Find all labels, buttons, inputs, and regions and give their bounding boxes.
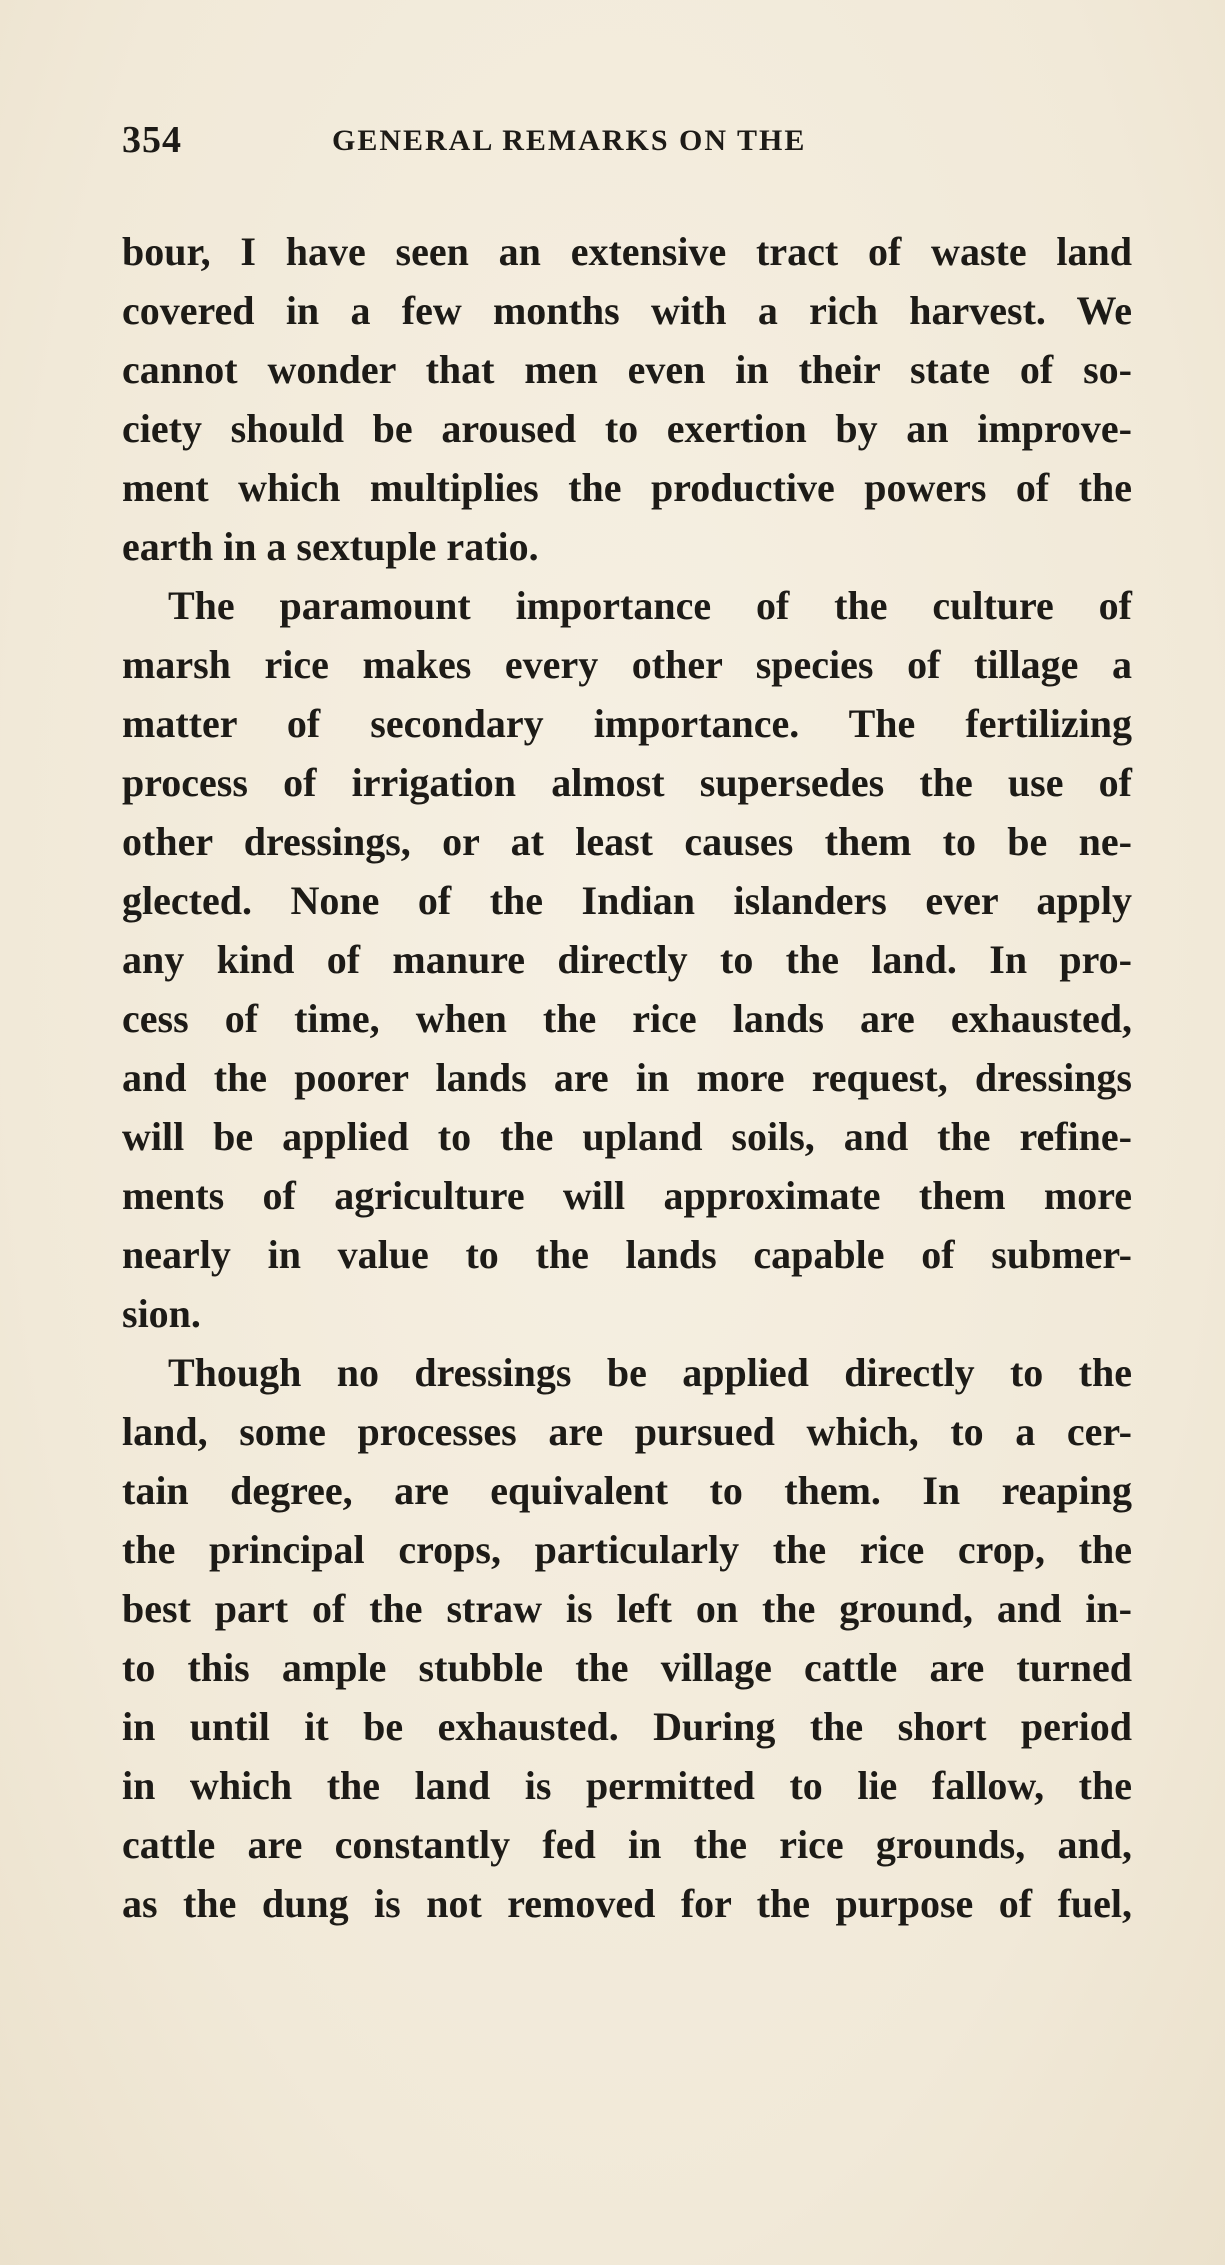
text-line: will be applied to the upland soils, and the refine- <box>122 1114 1132 1159</box>
page-header <box>122 118 1122 178</box>
text-line: marsh rice makes every other species of tillage a <box>122 642 1132 687</box>
page-number: 354 <box>122 119 182 161</box>
text-line: any kind of manure directly to the land. In pro- <box>122 937 1132 982</box>
text-line: ciety should be aroused to exertion by an improve- <box>122 406 1132 451</box>
text-line: nearly in value to the lands capable of submer- <box>122 1232 1132 1277</box>
text-line: earth in a sextuple ratio. <box>122 524 539 569</box>
text-line: land, some processes are pursued which, to a cer- <box>122 1409 1132 1454</box>
text-line: cess of time, when the rice lands are exhausted, <box>122 996 1132 1041</box>
text-line: The paramount importance of the culture of <box>168 583 1132 628</box>
text-line: ment which multiplies the productive powers of the <box>122 465 1132 510</box>
text-line: ments of agriculture will approximate them more <box>122 1173 1132 1218</box>
text-line: and the poorer lands are in more request, dressings <box>122 1055 1132 1100</box>
text-line: covered in a few months with a rich harvest. We <box>122 288 1132 333</box>
running-head: GENERAL REMARKS ON THE <box>332 124 807 157</box>
text-line: in until it be exhausted. During the short period <box>122 1704 1132 1749</box>
text-line: cattle are constantly fed in the rice grounds, and, <box>122 1822 1132 1867</box>
text-line: glected. None of the Indian islanders ever apply <box>122 878 1132 923</box>
text-line: in which the land is permitted to lie fallow, the <box>122 1763 1132 1808</box>
text-line: sion. <box>122 1291 201 1336</box>
text-line: bour, I have seen an extensive tract of waste land <box>122 229 1132 274</box>
text-line: process of irrigation almost supersedes the use of <box>122 760 1132 805</box>
text-line: as the dung is not removed for the purpose of fuel, <box>122 1881 1132 1926</box>
text-line: to this ample stubble the village cattle are turned <box>122 1645 1132 1690</box>
text-line: cannot wonder that men even in their state of so- <box>122 347 1132 392</box>
text-line: tain degree, are equivalent to them. In reaping <box>122 1468 1132 1513</box>
text-line: best part of the straw is left on the ground, and in- <box>122 1586 1132 1631</box>
text-line: Though no dressings be applied directly to the <box>168 1350 1132 1395</box>
text-line: the principal crops, particularly the rice crop, the <box>122 1527 1132 1572</box>
body-text <box>122 222 1132 1933</box>
text-line: other dressings, or at least causes them to be ne- <box>122 819 1132 864</box>
text-line: matter of secondary importance. The fertilizing <box>122 701 1132 746</box>
